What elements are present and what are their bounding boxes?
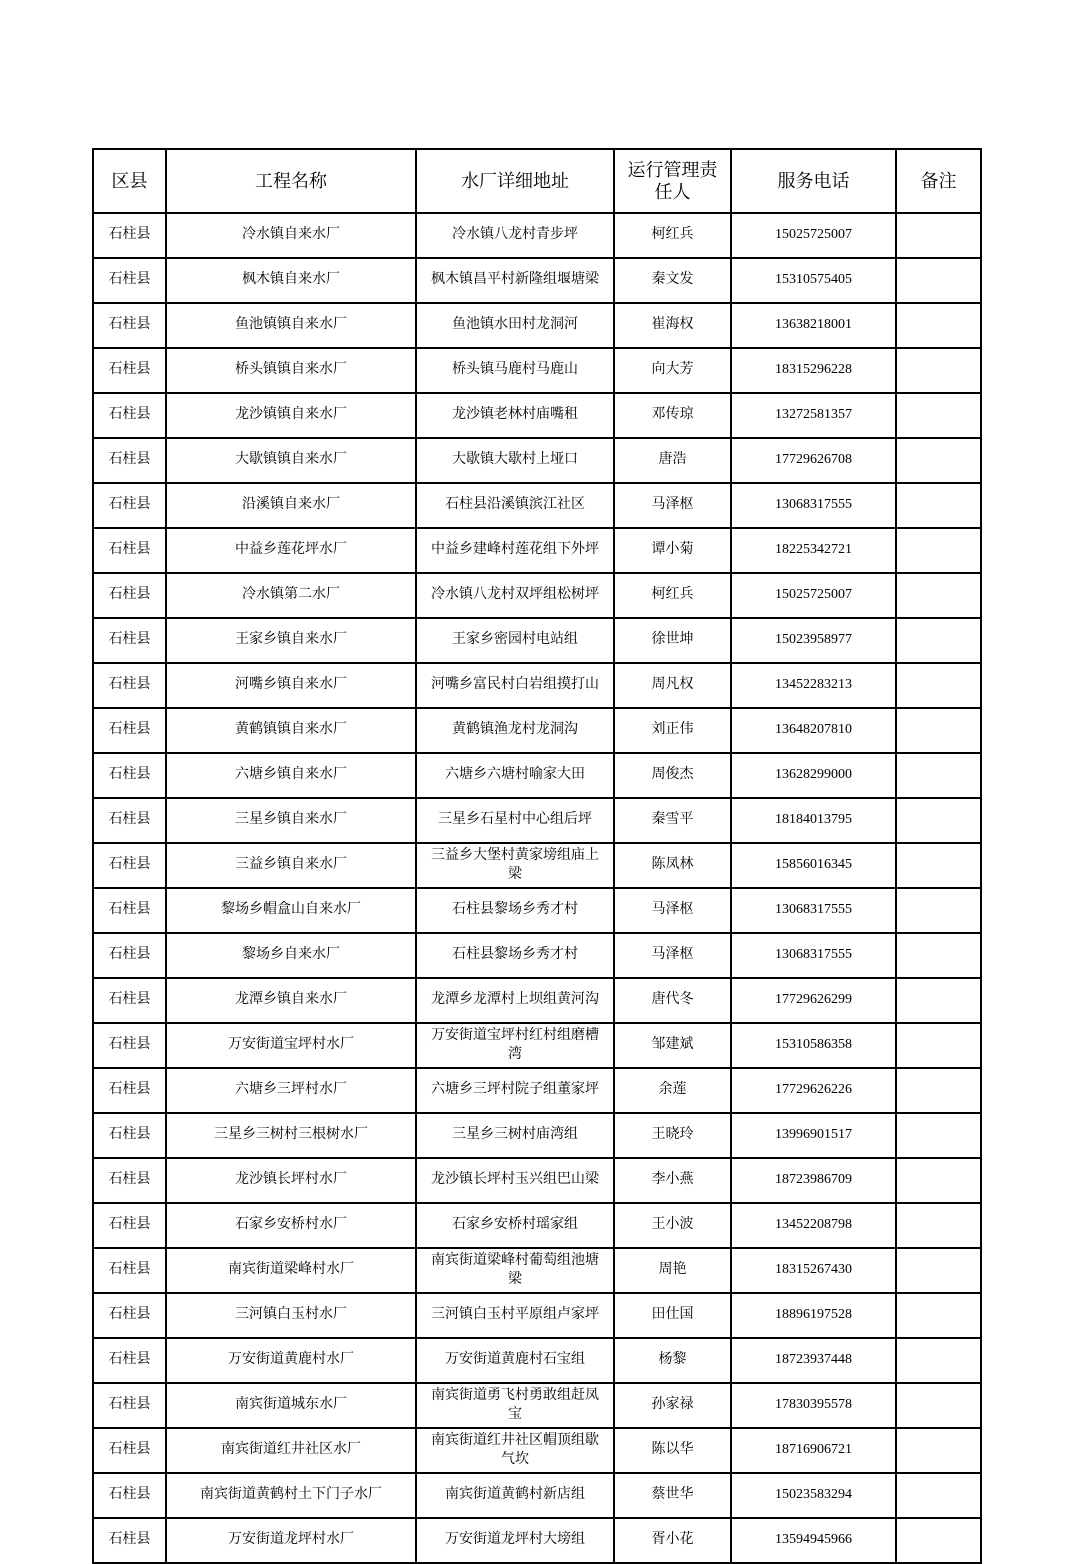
cell-address: 河嘴乡富民村白岩组摸打山 xyxy=(416,663,614,708)
cell-project: 中益乡莲花坪水厂 xyxy=(166,528,416,573)
cell-project: 三星乡镇自来水厂 xyxy=(166,798,416,843)
cell-project: 鱼池镇镇自来水厂 xyxy=(166,303,416,348)
cell-county: 石柱县 xyxy=(93,753,166,798)
cell-manager: 柯红兵 xyxy=(614,213,731,258)
cell-manager: 唐浩 xyxy=(614,438,731,483)
table-row xyxy=(93,258,981,303)
table-row xyxy=(93,1338,981,1383)
cell-phone: 13628299000 xyxy=(731,753,896,798)
cell-manager: 孙家禄 xyxy=(614,1383,731,1428)
cell-manager: 邓传琼 xyxy=(614,393,731,438)
cell-remark xyxy=(896,1428,981,1473)
cell-project: 三益乡镇自来水厂 xyxy=(166,843,416,888)
cell-manager: 刘正伟 xyxy=(614,708,731,753)
table-row xyxy=(93,438,981,483)
table-row xyxy=(93,213,981,258)
cell-remark xyxy=(896,618,981,663)
cell-county: 石柱县 xyxy=(93,888,166,933)
cell-remark xyxy=(896,753,981,798)
cell-address: 黄鹤镇渔龙村龙洞沟 xyxy=(416,708,614,753)
cell-project: 黄鹤镇镇自来水厂 xyxy=(166,708,416,753)
cell-phone: 15025725007 xyxy=(731,213,896,258)
header-address: 水厂详细地址 xyxy=(416,149,614,213)
table-row xyxy=(93,528,981,573)
cell-remark xyxy=(896,708,981,753)
cell-county: 石柱县 xyxy=(93,303,166,348)
table-row xyxy=(93,1473,981,1518)
cell-county: 石柱县 xyxy=(93,1473,166,1518)
cell-project: 龙潭乡镇自来水厂 xyxy=(166,978,416,1023)
cell-phone: 13272581357 xyxy=(731,393,896,438)
cell-manager: 邹建斌 xyxy=(614,1023,731,1068)
cell-remark xyxy=(896,933,981,978)
cell-phone: 15856016345 xyxy=(731,843,896,888)
cell-address: 大歇镇大歇村上垭口 xyxy=(416,438,614,483)
table-row xyxy=(93,1113,981,1158)
cell-manager: 向大芳 xyxy=(614,348,731,393)
cell-project: 万安街道宝坪村水厂 xyxy=(166,1023,416,1068)
cell-remark xyxy=(896,1338,981,1383)
cell-phone: 13068317555 xyxy=(731,933,896,978)
water-plant-table xyxy=(92,148,982,1564)
cell-remark xyxy=(896,1023,981,1068)
table-row xyxy=(93,1428,981,1473)
cell-project: 河嘴乡镇自来水厂 xyxy=(166,663,416,708)
cell-county: 石柱县 xyxy=(93,348,166,393)
cell-remark xyxy=(896,1473,981,1518)
cell-remark xyxy=(896,798,981,843)
header-project: 工程名称 xyxy=(166,149,416,213)
cell-manager: 蔡世华 xyxy=(614,1473,731,1518)
cell-remark xyxy=(896,1203,981,1248)
cell-manager: 周艳 xyxy=(614,1248,731,1293)
header-remark: 备注 xyxy=(896,149,981,213)
cell-manager: 秦雪平 xyxy=(614,798,731,843)
cell-address: 龙潭乡龙潭村上坝组黄河沟 xyxy=(416,978,614,1023)
cell-manager: 王晓玲 xyxy=(614,1113,731,1158)
header-manager: 运行管理责任人 xyxy=(614,149,731,213)
cell-phone: 15310586358 xyxy=(731,1023,896,1068)
cell-address: 龙沙镇老林村庙嘴租 xyxy=(416,393,614,438)
cell-remark xyxy=(896,1383,981,1428)
cell-address: 冷水镇八龙村双坪组松树坪 xyxy=(416,573,614,618)
cell-address: 万安街道宝坪村红村组磨槽湾 xyxy=(416,1023,614,1068)
cell-phone: 18225342721 xyxy=(731,528,896,573)
cell-phone: 13452208798 xyxy=(731,1203,896,1248)
table-row xyxy=(93,798,981,843)
cell-manager: 田仕国 xyxy=(614,1293,731,1338)
cell-project: 南宾街道红井社区水厂 xyxy=(166,1428,416,1473)
table-row xyxy=(93,1023,981,1068)
cell-county: 石柱县 xyxy=(93,798,166,843)
cell-county: 石柱县 xyxy=(93,483,166,528)
cell-county: 石柱县 xyxy=(93,978,166,1023)
table-row xyxy=(93,303,981,348)
cell-address: 南宾街道梁峰村葡萄组池塘梁 xyxy=(416,1248,614,1293)
table-row xyxy=(93,978,981,1023)
cell-remark xyxy=(896,573,981,618)
cell-manager: 崔海权 xyxy=(614,303,731,348)
cell-project: 石家乡安桥村水厂 xyxy=(166,1203,416,1248)
cell-address: 鱼池镇水田村龙洞河 xyxy=(416,303,614,348)
cell-address: 南宾街道红井社区帽顶组歇气坎 xyxy=(416,1428,614,1473)
table-row xyxy=(93,1293,981,1338)
cell-phone: 13452283213 xyxy=(731,663,896,708)
cell-manager: 马泽枢 xyxy=(614,483,731,528)
header-county: 区县 xyxy=(93,149,166,213)
cell-address: 枫木镇昌平村新隆组堰塘梁 xyxy=(416,258,614,303)
cell-address: 南宾街道勇飞村勇敢组赶凤宝 xyxy=(416,1383,614,1428)
cell-remark xyxy=(896,1068,981,1113)
cell-manager: 胥小花 xyxy=(614,1518,731,1563)
cell-phone: 18315267430 xyxy=(731,1248,896,1293)
cell-project: 沿溪镇自来水厂 xyxy=(166,483,416,528)
cell-project: 黎场乡自来水厂 xyxy=(166,933,416,978)
cell-county: 石柱县 xyxy=(93,618,166,663)
cell-address: 石家乡安桥村瑶家组 xyxy=(416,1203,614,1248)
cell-address: 六塘乡三坪村院子组董家坪 xyxy=(416,1068,614,1113)
cell-county: 石柱县 xyxy=(93,1158,166,1203)
cell-county: 石柱县 xyxy=(93,213,166,258)
cell-phone: 18723986709 xyxy=(731,1158,896,1203)
cell-address: 石柱县黎场乡秀才村 xyxy=(416,888,614,933)
cell-county: 石柱县 xyxy=(93,1248,166,1293)
cell-remark xyxy=(896,888,981,933)
cell-county: 石柱县 xyxy=(93,708,166,753)
cell-county: 石柱县 xyxy=(93,1023,166,1068)
cell-county: 石柱县 xyxy=(93,1203,166,1248)
cell-phone: 15310575405 xyxy=(731,258,896,303)
cell-address: 三河镇白玉村平原组卢家坪 xyxy=(416,1293,614,1338)
cell-county: 石柱县 xyxy=(93,393,166,438)
cell-county: 石柱县 xyxy=(93,663,166,708)
cell-county: 石柱县 xyxy=(93,573,166,618)
cell-manager: 王小波 xyxy=(614,1203,731,1248)
cell-manager: 徐世坤 xyxy=(614,618,731,663)
table-row xyxy=(93,1518,981,1563)
cell-phone: 15023583294 xyxy=(731,1473,896,1518)
cell-county: 石柱县 xyxy=(93,1428,166,1473)
cell-address: 六塘乡六塘村喻家大田 xyxy=(416,753,614,798)
cell-manager: 周凡权 xyxy=(614,663,731,708)
table-row xyxy=(93,1383,981,1428)
table-row xyxy=(93,483,981,528)
table-row xyxy=(93,573,981,618)
cell-address: 中益乡建峰村莲花组下外坪 xyxy=(416,528,614,573)
table-row xyxy=(93,618,981,663)
cell-project: 王家乡镇自来水厂 xyxy=(166,618,416,663)
table-row xyxy=(93,843,981,888)
cell-remark xyxy=(896,1293,981,1338)
cell-project: 南宾街道城东水厂 xyxy=(166,1383,416,1428)
cell-phone: 18315296228 xyxy=(731,348,896,393)
cell-phone: 18716906721 xyxy=(731,1428,896,1473)
cell-phone: 17729626226 xyxy=(731,1068,896,1113)
cell-phone: 17830395578 xyxy=(731,1383,896,1428)
cell-county: 石柱县 xyxy=(93,258,166,303)
cell-phone: 15025725007 xyxy=(731,573,896,618)
table-row xyxy=(93,393,981,438)
cell-manager: 周俊杰 xyxy=(614,753,731,798)
cell-project: 三河镇白玉村水厂 xyxy=(166,1293,416,1338)
cell-remark xyxy=(896,528,981,573)
cell-manager: 唐代冬 xyxy=(614,978,731,1023)
cell-project: 南宾街道梁峰村水厂 xyxy=(166,1248,416,1293)
cell-manager: 余莲 xyxy=(614,1068,731,1113)
cell-phone: 13648207810 xyxy=(731,708,896,753)
cell-remark xyxy=(896,1248,981,1293)
table-row xyxy=(93,663,981,708)
cell-remark xyxy=(896,258,981,303)
table-body xyxy=(93,213,981,1563)
cell-project: 冷水镇第二水厂 xyxy=(166,573,416,618)
cell-address: 石柱县黎场乡秀才村 xyxy=(416,933,614,978)
cell-remark xyxy=(896,1518,981,1563)
table-row xyxy=(93,708,981,753)
cell-manager: 马泽枢 xyxy=(614,933,731,978)
cell-project: 三星乡三树村三根树水厂 xyxy=(166,1113,416,1158)
cell-manager: 秦文发 xyxy=(614,258,731,303)
table-row xyxy=(93,1248,981,1293)
cell-manager: 杨黎 xyxy=(614,1338,731,1383)
cell-phone: 13068317555 xyxy=(731,888,896,933)
cell-remark xyxy=(896,978,981,1023)
cell-remark xyxy=(896,843,981,888)
table-row xyxy=(93,1203,981,1248)
table-row xyxy=(93,348,981,393)
table-header xyxy=(93,149,981,213)
cell-manager: 柯红兵 xyxy=(614,573,731,618)
cell-remark xyxy=(896,213,981,258)
table-row xyxy=(93,753,981,798)
cell-address: 万安街道黄鹿村石宝组 xyxy=(416,1338,614,1383)
cell-county: 石柱县 xyxy=(93,933,166,978)
cell-project: 南宾街道黄鹤村土下门子水厂 xyxy=(166,1473,416,1518)
cell-remark xyxy=(896,393,981,438)
cell-county: 石柱县 xyxy=(93,1293,166,1338)
cell-address: 石柱县沿溪镇滨江社区 xyxy=(416,483,614,528)
cell-remark xyxy=(896,1158,981,1203)
cell-address: 三益乡大堡村黄家塝组庙上梁 xyxy=(416,843,614,888)
cell-address: 王家乡密园村电站组 xyxy=(416,618,614,663)
cell-address: 三星乡三树村庙湾组 xyxy=(416,1113,614,1158)
cell-county: 石柱县 xyxy=(93,1338,166,1383)
table-row xyxy=(93,933,981,978)
cell-county: 石柱县 xyxy=(93,843,166,888)
cell-remark xyxy=(896,663,981,708)
header-row xyxy=(93,149,981,213)
cell-remark xyxy=(896,483,981,528)
table-row xyxy=(93,1068,981,1113)
cell-address: 冷水镇八龙村青步坪 xyxy=(416,213,614,258)
cell-county: 石柱县 xyxy=(93,438,166,483)
cell-phone: 13068317555 xyxy=(731,483,896,528)
cell-remark xyxy=(896,303,981,348)
cell-county: 石柱县 xyxy=(93,1383,166,1428)
cell-phone: 13594945966 xyxy=(731,1518,896,1563)
cell-address: 南宾街道黄鹤村新店组 xyxy=(416,1473,614,1518)
cell-project: 大歇镇镇自来水厂 xyxy=(166,438,416,483)
cell-manager: 李小燕 xyxy=(614,1158,731,1203)
cell-phone: 15023958977 xyxy=(731,618,896,663)
cell-project: 桥头镇镇自来水厂 xyxy=(166,348,416,393)
cell-project: 万安街道黄鹿村水厂 xyxy=(166,1338,416,1383)
cell-project: 龙沙镇镇自来水厂 xyxy=(166,393,416,438)
cell-phone: 18896197528 xyxy=(731,1293,896,1338)
cell-manager: 谭小菊 xyxy=(614,528,731,573)
cell-remark xyxy=(896,438,981,483)
cell-county: 石柱县 xyxy=(93,1068,166,1113)
cell-project: 万安街道龙坪村水厂 xyxy=(166,1518,416,1563)
cell-manager: 陈以华 xyxy=(614,1428,731,1473)
cell-project: 六塘乡镇自来水厂 xyxy=(166,753,416,798)
cell-project: 冷水镇自来水厂 xyxy=(166,213,416,258)
cell-address: 龙沙镇长坪村玉兴组巴山梁 xyxy=(416,1158,614,1203)
cell-address: 万安街道龙坪村大塝组 xyxy=(416,1518,614,1563)
table-row xyxy=(93,888,981,933)
cell-phone: 13996901517 xyxy=(731,1113,896,1158)
table-row xyxy=(93,1158,981,1203)
cell-phone: 18184013795 xyxy=(731,798,896,843)
cell-address: 三星乡石星村中心组后坪 xyxy=(416,798,614,843)
cell-project: 龙沙镇长坪村水厂 xyxy=(166,1158,416,1203)
cell-county: 石柱县 xyxy=(93,1518,166,1563)
cell-project: 枫木镇自来水厂 xyxy=(166,258,416,303)
cell-phone: 13638218001 xyxy=(731,303,896,348)
cell-manager: 陈凤林 xyxy=(614,843,731,888)
header-phone: 服务电话 xyxy=(731,149,896,213)
cell-county: 石柱县 xyxy=(93,528,166,573)
cell-manager: 马泽枢 xyxy=(614,888,731,933)
cell-remark xyxy=(896,1113,981,1158)
cell-remark xyxy=(896,348,981,393)
cell-phone: 18723937448 xyxy=(731,1338,896,1383)
cell-phone: 17729626708 xyxy=(731,438,896,483)
cell-project: 黎场乡帽盒山自来水厂 xyxy=(166,888,416,933)
cell-phone: 17729626299 xyxy=(731,978,896,1023)
cell-county: 石柱县 xyxy=(93,1113,166,1158)
cell-project: 六塘乡三坪村水厂 xyxy=(166,1068,416,1113)
cell-address: 桥头镇马鹿村马鹿山 xyxy=(416,348,614,393)
